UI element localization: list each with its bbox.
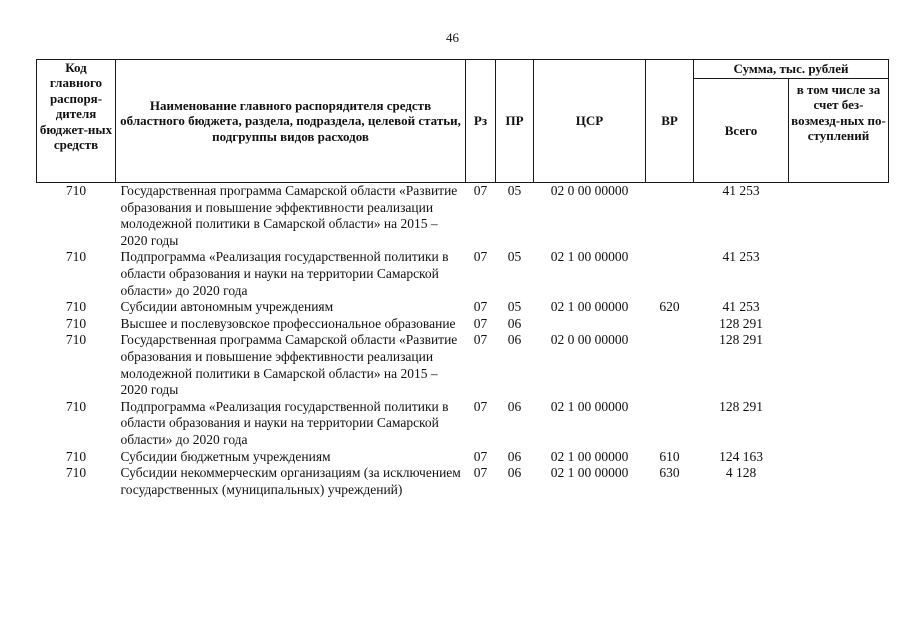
cell-rz: 07 — [473, 183, 488, 198]
cell-pr: 06 — [507, 398, 522, 414]
table-row — [37, 332, 889, 398]
cell-name: Государственная программа Самарской области «Развитие образования и повышение эффективности реализации молодежной политики в Самарской области» на 2015 – 2020 годы — [120, 183, 458, 248]
cell-vr — [646, 249, 694, 299]
header-code: Код главного распоря-дителя бюджет-ных средств — [37, 60, 116, 183]
cell-csr: 02 0 00 00000 — [550, 332, 629, 348]
table-row — [37, 249, 889, 299]
cell-vr — [646, 316, 694, 333]
table-row — [37, 183, 889, 250]
table-row — [37, 449, 889, 466]
cell-rz: 07 — [473, 465, 488, 481]
cell-free-receipts — [789, 332, 889, 398]
cell-name: Высшее и послевузовское профессиональное образование — [120, 315, 456, 331]
cell-pr: 06 — [507, 448, 522, 464]
cell-vr: 610 — [659, 448, 680, 464]
page-number: 46 — [446, 30, 459, 45]
cell-csr: 02 1 00 00000 — [550, 299, 629, 315]
header-pr: ПР — [496, 60, 534, 183]
table-body — [37, 183, 889, 499]
cell-csr: 02 0 00 00000 — [550, 183, 629, 198]
cell-free-receipts — [789, 449, 889, 466]
cell-name: Государственная программа Самарской области «Развитие образования и повышение эффективности реализации молодежной политики в Самарской области» на 2015 – 2020 годы — [120, 332, 458, 398]
header-name: Наименование главного распорядителя средств областного бюджета, раздела, подраздела, целевой статьи, подгруппы видов расходов — [116, 60, 466, 183]
cell-name: Подпрограмма «Реализация государственной политики в области образования и науки на территории Самарской области» до 2020 года — [120, 398, 449, 447]
cell-pr: 05 — [507, 249, 522, 265]
cell-vr: 630 — [659, 465, 680, 481]
cell-code: 710 — [65, 398, 87, 414]
cell-free-receipts — [789, 465, 889, 498]
cell-total: 124 163 — [719, 448, 763, 464]
cell-total: 128 291 — [719, 398, 763, 414]
cell-total: 41 253 — [722, 183, 760, 198]
cell-name: Подпрограмма «Реализация государственной политики в области образования и науки на территории Самарской области» до 2020 года — [120, 249, 449, 298]
cell-free-receipts — [789, 316, 889, 333]
header-vr: ВР — [646, 60, 694, 183]
cell-code: 710 — [65, 249, 87, 265]
cell-free-receipts — [789, 249, 889, 299]
cell-code: 710 — [65, 315, 87, 331]
cell-csr: 02 1 00 00000 — [550, 398, 629, 414]
cell-pr: 05 — [507, 183, 522, 198]
cell-name: Субсидии некоммерческим организациям (за исключением государственных (муниципальных) учреждений) — [120, 465, 461, 497]
cell-free-receipts — [789, 183, 889, 250]
cell-csr: 02 1 00 00000 — [550, 448, 629, 464]
table-row — [37, 465, 889, 498]
table-row — [37, 299, 889, 316]
cell-free-receipts — [789, 399, 889, 449]
cell-csr: 02 1 00 00000 — [550, 465, 629, 481]
cell-code: 710 — [65, 332, 87, 348]
cell-rz: 07 — [473, 448, 488, 464]
cell-name: Субсидии бюджетным учреждениям — [120, 448, 331, 464]
table-header — [37, 60, 889, 183]
cell-csr: 02 1 00 00000 — [550, 249, 629, 265]
cell-total: 41 253 — [722, 249, 760, 265]
cell-name: Субсидии автономным учреждениям — [120, 299, 334, 315]
cell-free-receipts — [789, 299, 889, 316]
cell-vr — [646, 399, 694, 449]
cell-vr — [646, 332, 694, 398]
table-row — [37, 399, 889, 449]
cell-csr — [534, 316, 646, 333]
cell-rz: 07 — [473, 299, 488, 315]
header-rz: Рз — [466, 60, 496, 183]
header-sum-group: Сумма, тыс. рублей — [694, 60, 889, 79]
cell-code: 710 — [65, 465, 87, 481]
cell-total: 128 291 — [719, 315, 763, 331]
cell-rz: 07 — [473, 249, 488, 265]
cell-pr: 06 — [507, 315, 522, 331]
cell-pr: 06 — [507, 332, 522, 348]
cell-rz: 07 — [473, 315, 488, 331]
header-free-receipts: в том числе за счет без-возмезд-ных по-ступлений — [789, 79, 889, 183]
cell-code: 710 — [65, 183, 87, 198]
cell-rz: 07 — [473, 398, 488, 414]
table-row — [37, 316, 889, 333]
cell-total: 128 291 — [719, 332, 763, 348]
cell-total: 41 253 — [722, 299, 760, 315]
cell-vr — [646, 183, 694, 250]
header-csr: ЦСР — [534, 60, 646, 183]
cell-total: 4 128 — [725, 465, 757, 481]
budget-table — [36, 59, 889, 498]
cell-pr: 06 — [507, 465, 522, 481]
cell-pr: 05 — [507, 299, 522, 315]
cell-code: 710 — [65, 448, 87, 464]
header-total: Всего — [694, 79, 789, 183]
cell-code: 710 — [65, 299, 87, 315]
cell-rz: 07 — [473, 332, 488, 348]
cell-vr: 620 — [659, 299, 680, 315]
